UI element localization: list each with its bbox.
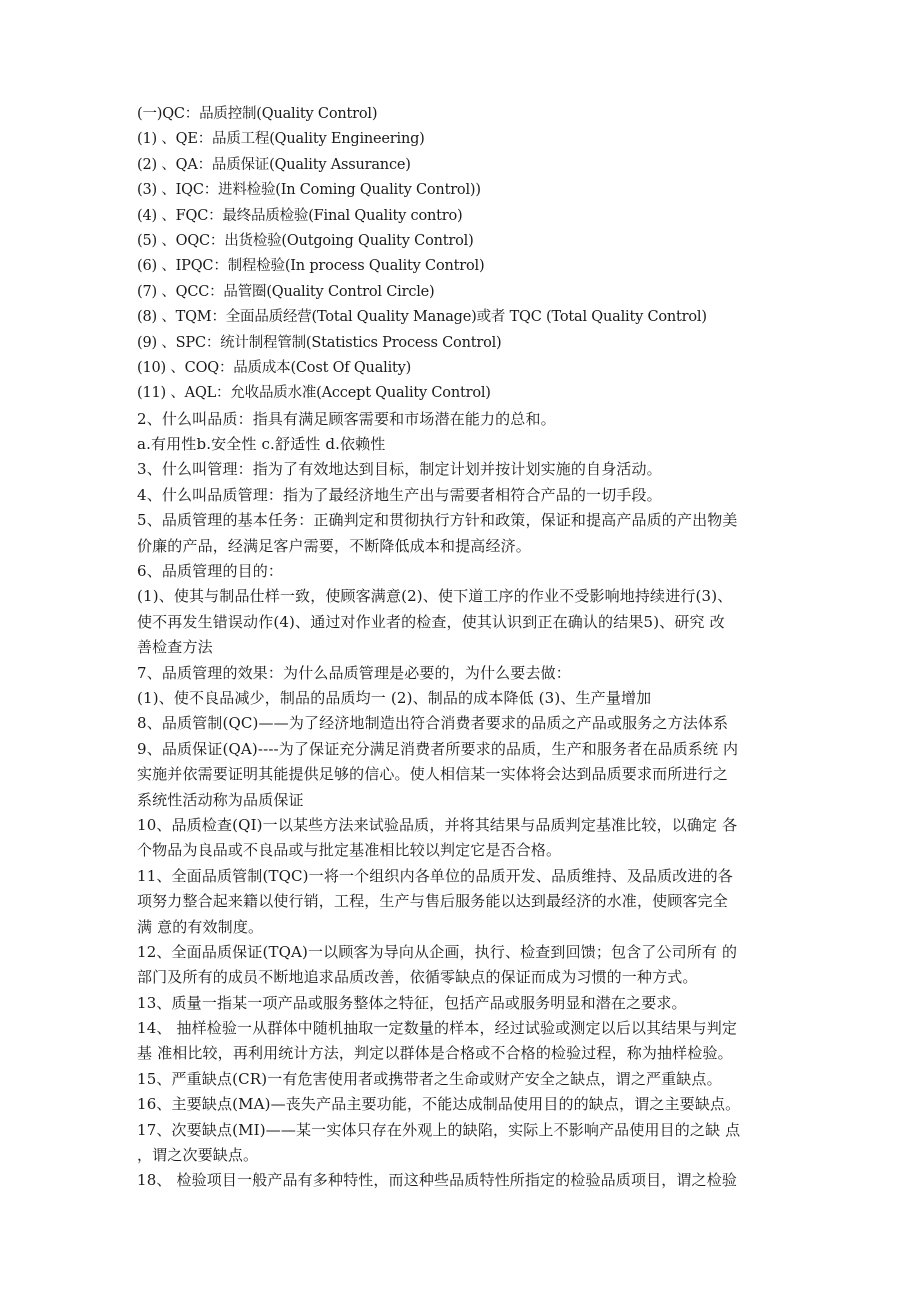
definition-line: (一)QC：品质控制(Quality Control) [137,106,378,122]
text-line: 部门及所有的成员不断地追求品质改善，依循零缺点的保证而成为习惯的一种方式。 [137,968,698,987]
text-line: 基 准相比较，再利用统计方法，判定以群体是合格或不合格的检验过程，称为抽样检验。 [137,1044,733,1063]
definition-line: (7) 、QCC：品管圈(Quality Control Circle) [137,283,435,300]
text-line: 7、品质管理的效果：为什么品质管理是必要的，为什么要去做： [137,663,571,682]
text-line: 价廉的产品，经满足客户需要，不断降低成本和提高经济。 [137,536,531,555]
text-line: 18、 检验项目一般产品有多种特性，而这种些品质特性所指定的检验品质项目，谓之检验 [137,1171,738,1190]
text-line: 善检查方法 [137,638,213,657]
text-line: 5、品质管理的基本任务：正确判定和贯彻执行方针和政策，保证和提高产品质的产出物美 [137,511,738,530]
definition-line: (11) 、AQL：允收品质水准(Accept Quality Control) [137,385,491,402]
text-line: 8、品质管制(QC)——为了经济地制造出符合消费者要求的品质之产品或服务之方法体系 [137,714,729,733]
text-line: 个物品为良品或不良品或与批定基准相比较以判定它是否合格。 [137,841,562,860]
document-page [137,102,797,1194]
text-line: 14、 抽样检验一从群体中随机抽取一定数量的样本，经过试验或测定以后以其结果与判定 [137,1019,738,1038]
text-line: 11、全面品质管制(TQC)一将一个组织内各单位的品质开发、品质维持、及品质改进的各 [137,866,733,885]
text-line: (1)、使其与制品仕样一致，使顾客满意(2)、使下道工序的作业不受影响地持续进行(3)、 [137,587,733,606]
text-line: 10、品质检查(QI)一以某些方法来试验品质，并将其结果与品质判定基准比较，以确定 各 [137,815,738,834]
text-line: 16、主要缺点(MA)—丧失产品主要功能，不能达成制品使用目的的缺点，谓之主要缺点。 [137,1095,741,1114]
definition-line: (8) 、TQM：全面品质经营(Total Quality Manage)或者 TQC (Total Quality Control) [137,309,707,326]
text-line: 项努力整合起来籍以使行销，工程，生产与售后服务能以达到最经济的水准，使顾客完全 [137,892,728,911]
definition-line: (2) 、QA：品质保证(Quality Assurance) [137,156,411,173]
text-line: 9、品质保证(QA)----为了保证充分满足消费者所要求的品质，生产和服务者在品质系统 内 [137,739,739,758]
text-line: 6、品质管理的目的： [137,562,284,581]
definition-line: (9) 、SPC：统计制程管制(Statistics Process Control) [137,334,502,351]
text-line: 12、全面品质保证(TQA)一以顾客为导向从企画，执行、检查到回馈；包含了公司所有 的 [137,942,738,961]
abbreviation-list [137,102,797,407]
definition-line: (5) 、OQC：出货检验(Outgoing Quality Control) [137,232,474,249]
definition-line: (6) 、IPQC：制程检验(In process Quality Control) [137,258,485,275]
text-line: 使不再发生错误动作(4)、通过对作业者的检查，使其认识到正在确认的结果5)、研究 改 [137,612,725,631]
text-line: 满 意的有效制度。 [137,917,264,936]
definition-line: (4) 、FQC：最终品质检验(Final Quality contro) [137,207,463,224]
text-line: 17、次要缺点(MI)——某一实体只存在外观上的缺陷，实际上不影响产品使用目的之缺 点 [137,1120,741,1139]
text-line: a.有用性b.安全性 c.舒适性 d.依赖性 [137,435,386,454]
text-line: 系统性活动称为品质保证 [137,790,304,809]
text-line: 13、质量一指某一项产品或服务整体之特征，包括产品或服务明显和潜在之要求。 [137,993,687,1012]
text-line: (1)、使不良品减少，制品的品质均一 (2)、制品的成本降低 (3)、生产量增加 [137,688,652,707]
text-line: ，谓之次要缺点。 [137,1146,259,1165]
definition-line: (3) 、IQC：进料检验(In Coming Quality Control)) [137,182,481,199]
text-line: 3、什么叫管理：指为了有效地达到目标，制定计划并按计划实施的自身活动。 [137,460,662,479]
text-line: 15、严重缺点(CR)一有危害使用者或携带者之生命或财产安全之缺点，谓之严重缺点。 [137,1069,722,1088]
definition-line: (10) 、COQ：品质成本(Cost Of Quality) [137,359,412,376]
body-text [137,407,797,1194]
text-line: 实施并依需要证明其能提供足够的信心。使人相信某一实体将会达到品质要求而所进行之 [137,765,728,784]
text-line: 4、什么叫品质管理：指为了最经济地生产出与需要者相符合产品的一切手段。 [137,485,662,504]
definition-line: (1) 、QE：品质工程(Quality Engineering) [137,131,425,148]
text-line: 2、什么叫品质：指具有满足顾客需要和市场潜在能力的总和。 [137,409,556,428]
